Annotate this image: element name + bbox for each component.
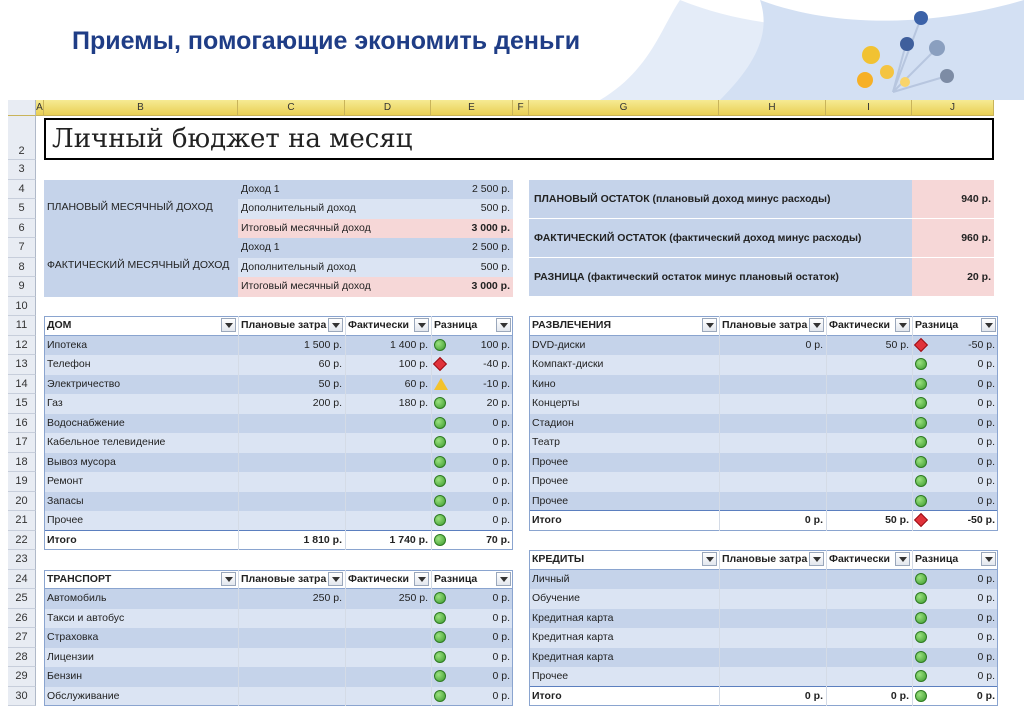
transport-cell-plan[interactable] — [238, 687, 345, 707]
fun-header-3[interactable]: Разница — [912, 316, 998, 336]
credits-cell-fact[interactable] — [826, 628, 912, 648]
fun-cell-diff[interactable]: 0 р. — [912, 375, 998, 395]
row-header-8[interactable]: 8 — [8, 258, 36, 278]
fun-cell-fact[interactable] — [826, 414, 912, 434]
home-cell-name[interactable]: Запасы — [44, 492, 238, 512]
row-header-15[interactable]: 15 — [8, 394, 36, 414]
row-header-13[interactable]: 13 — [8, 355, 36, 375]
balance-label[interactable]: ПЛАНОВЫЙ ОСТАТОК (плановый доход минус расходы) — [529, 180, 912, 218]
status-ok-icon — [434, 475, 446, 487]
fun-cell-plan[interactable] — [719, 394, 826, 414]
fun-cell-plan[interactable] — [719, 492, 826, 512]
credits-total-name[interactable]: Итого — [529, 687, 719, 707]
fun-total-plan[interactable]: 0 р. — [719, 511, 826, 531]
credits-filter-dropdown[interactable] — [981, 552, 996, 566]
home-cell-diff[interactable]: 0 р. — [431, 472, 513, 492]
status-ok-icon — [915, 651, 927, 663]
fun-cell-fact[interactable] — [826, 433, 912, 453]
column-header-h[interactable]: H — [719, 100, 826, 116]
home-cell-fact[interactable] — [345, 453, 431, 473]
actual-row-label[interactable]: Итоговый месячный доход — [238, 277, 431, 297]
balance-value[interactable]: 960 р. — [912, 219, 994, 257]
home-cell-name[interactable]: Телефон — [44, 355, 238, 375]
fun-filter-dropdown[interactable] — [895, 318, 910, 332]
home-filter-dropdown[interactable] — [496, 318, 511, 332]
sheet-title: Личный бюджет на месяц — [52, 124, 413, 154]
credits-cell-plan[interactable] — [719, 667, 826, 687]
fun-cell-plan[interactable] — [719, 433, 826, 453]
status-ok-icon — [434, 651, 446, 663]
fun-cell-name[interactable]: Концерты — [529, 394, 719, 414]
credits-grid-line — [719, 550, 720, 706]
home-cell-plan[interactable]: 1 500 р. — [238, 336, 345, 356]
home-cell-name[interactable]: Прочее — [44, 511, 238, 531]
row-header-10[interactable]: 10 — [8, 297, 36, 317]
fun-cell-diff[interactable]: -50 р. — [912, 336, 998, 356]
credits-cell-name[interactable]: Прочее — [529, 667, 719, 687]
credits-cell-diff[interactable]: 0 р. — [912, 648, 998, 668]
row-header-7[interactable]: 7 — [8, 238, 36, 258]
fun-grid-line — [912, 316, 913, 531]
home-header-3[interactable]: Разница — [431, 316, 513, 336]
fun-cell-name[interactable]: Прочее — [529, 492, 719, 512]
home-cell-plan[interactable]: 200 р. — [238, 394, 345, 414]
row-header-24[interactable]: 24 — [8, 570, 36, 590]
credits-cell-diff[interactable]: 0 р. — [912, 667, 998, 687]
fun-filter-dropdown[interactable] — [981, 318, 996, 332]
transport-cell-fact[interactable] — [345, 667, 431, 687]
fun-cell-name[interactable]: Стадион — [529, 414, 719, 434]
home-header-2[interactable]: Фактически — [345, 316, 431, 336]
home-cell-name[interactable]: Кабельное телевидение — [44, 433, 238, 453]
row-header-28[interactable]: 28 — [8, 648, 36, 668]
home-cell-plan[interactable] — [238, 453, 345, 473]
transport-cell-diff[interactable]: 0 р. — [431, 667, 513, 687]
credits-cell-name[interactable]: Личный — [529, 570, 719, 590]
home-total-fact[interactable]: 1 740 р. — [345, 531, 431, 551]
credits-header-3[interactable]: Разница — [912, 550, 998, 570]
transport-grid-line — [431, 570, 432, 707]
fun-cell-plan[interactable] — [719, 375, 826, 395]
home-cell-diff[interactable]: 20 р. — [431, 394, 513, 414]
row-header-3[interactable]: 3 — [8, 160, 36, 180]
row-header-20[interactable]: 20 — [8, 492, 36, 512]
fun-cell-fact[interactable]: 50 р. — [826, 336, 912, 356]
fun-cell-name[interactable]: Театр — [529, 433, 719, 453]
fun-cell-diff[interactable]: 0 р. — [912, 433, 998, 453]
actual-income-label: ФАКТИЧЕСКИЙ МЕСЯЧНЫЙ ДОХОД — [47, 259, 230, 271]
column-header-f[interactable]: F — [513, 100, 529, 116]
transport-cell-fact[interactable] — [345, 648, 431, 668]
row-header-27[interactable]: 27 — [8, 628, 36, 648]
home-total-plan[interactable]: 1 810 р. — [238, 531, 345, 551]
credits-header-1[interactable]: Плановые затра — [719, 550, 826, 570]
home-cell-fact[interactable] — [345, 492, 431, 512]
transport-cell-diff[interactable]: 0 р. — [431, 589, 513, 609]
credits-cell-fact[interactable] — [826, 609, 912, 629]
column-header-g[interactable]: G — [529, 100, 719, 116]
column-header-a[interactable]: A — [36, 100, 44, 116]
home-cell-fact[interactable] — [345, 414, 431, 434]
status-ok-icon — [915, 456, 927, 468]
transport-cell-diff[interactable]: 0 р. — [431, 648, 513, 668]
transport-cell-name[interactable]: Автомобиль — [44, 589, 238, 609]
status-ok-icon — [915, 475, 927, 487]
fun-cell-fact[interactable] — [826, 492, 912, 512]
status-ok-icon — [915, 670, 927, 682]
status-ok-icon — [434, 417, 446, 429]
actual-row-value[interactable]: 2 500 р. — [431, 238, 513, 258]
column-header-b[interactable]: B — [44, 100, 238, 116]
home-total-diff[interactable]: 70 р. — [431, 531, 513, 551]
transport-cell-plan[interactable]: 250 р. — [238, 589, 345, 609]
transport-cell-plan[interactable] — [238, 667, 345, 687]
status-ok-icon — [434, 690, 446, 702]
home-cell-fact[interactable]: 60 р. — [345, 375, 431, 395]
row-header-18[interactable]: 18 — [8, 453, 36, 473]
home-cell-plan[interactable] — [238, 414, 345, 434]
status-ok-icon — [434, 592, 446, 604]
fun-total-name[interactable]: Итого — [529, 511, 719, 531]
transport-cell-diff[interactable]: 0 р. — [431, 687, 513, 707]
fun-cell-diff[interactable]: 0 р. — [912, 472, 998, 492]
home-grid-line — [431, 316, 432, 550]
fun-cell-name[interactable]: Прочее — [529, 472, 719, 492]
planned-row-label[interactable]: Дополнительный доход — [238, 199, 431, 219]
fun-cell-plan[interactable] — [719, 472, 826, 492]
credits-cell-plan[interactable] — [719, 648, 826, 668]
credits-cell-plan[interactable] — [719, 628, 826, 648]
home-cell-fact[interactable]: 1 400 р. — [345, 336, 431, 356]
status-ok-icon — [915, 358, 927, 370]
credits-cell-plan[interactable] — [719, 609, 826, 629]
row-header-16[interactable]: 16 — [8, 414, 36, 434]
status-ok-icon — [915, 378, 927, 390]
credits-cell-diff[interactable]: 0 р. — [912, 628, 998, 648]
status-ok-icon — [915, 573, 927, 585]
balance-label[interactable]: ФАКТИЧЕСКИЙ ОСТАТОК (фактический доход минус расходы) — [529, 219, 912, 257]
fun-cell-fact[interactable] — [826, 472, 912, 492]
home-cell-name[interactable]: Ипотека — [44, 336, 238, 356]
fun-filter-dropdown[interactable] — [809, 318, 824, 332]
column-header-e[interactable]: E — [431, 100, 513, 116]
credits-cell-diff[interactable]: 0 р. — [912, 570, 998, 590]
transport-cell-plan[interactable] — [238, 628, 345, 648]
home-cell-plan[interactable]: 60 р. — [238, 355, 345, 375]
fun-cell-diff[interactable]: 0 р. — [912, 355, 998, 375]
planned-row-value[interactable]: 2 500 р. — [431, 180, 513, 200]
select-all-corner[interactable] — [8, 100, 36, 116]
home-cell-name[interactable]: Газ — [44, 394, 238, 414]
credits-grid-line — [826, 550, 827, 706]
home-header-1[interactable]: Плановые затра — [238, 316, 345, 336]
transport-cell-fact[interactable] — [345, 628, 431, 648]
credits-filter-dropdown[interactable] — [809, 552, 824, 566]
home-cell-name[interactable]: Ремонт — [44, 472, 238, 492]
fun-cell-fact[interactable] — [826, 355, 912, 375]
column-header-j[interactable]: J — [912, 100, 994, 116]
spreadsheet[interactable] — [8, 100, 994, 700]
transport-filter-dropdown[interactable] — [221, 572, 236, 586]
credits-grid-line — [912, 550, 913, 706]
status-ok-icon — [915, 397, 927, 409]
fun-cell-name[interactable]: Прочее — [529, 453, 719, 473]
status-ok-icon — [434, 631, 446, 643]
home-cell-diff[interactable]: 0 р. — [431, 433, 513, 453]
planned-row-label[interactable]: Итоговый месячный доход — [238, 219, 431, 239]
transport-cell-name[interactable]: Лицензии — [44, 648, 238, 668]
credits-cell-plan[interactable] — [719, 589, 826, 609]
column-header-c[interactable]: C — [238, 100, 345, 116]
fun-grid-line — [719, 316, 720, 531]
fun-cell-diff[interactable]: 0 р. — [912, 394, 998, 414]
home-cell-diff[interactable]: 0 р. — [431, 453, 513, 473]
credits-cell-name[interactable]: Кредитная карта — [529, 609, 719, 629]
status-ok-icon — [434, 534, 446, 546]
transport-cell-diff[interactable]: 0 р. — [431, 628, 513, 648]
actual-row-value[interactable]: 500 р. — [431, 258, 513, 278]
status-ok-icon — [915, 495, 927, 507]
home-cell-fact[interactable] — [345, 433, 431, 453]
fun-total-fact[interactable]: 50 р. — [826, 511, 912, 531]
row-header-17[interactable]: 17 — [8, 433, 36, 453]
row-header-19[interactable]: 19 — [8, 472, 36, 492]
status-ok-icon — [434, 397, 446, 409]
row-header-29[interactable]: 29 — [8, 667, 36, 687]
fun-cell-plan[interactable] — [719, 414, 826, 434]
home-cell-diff[interactable]: 0 р. — [431, 492, 513, 512]
home-cell-diff[interactable]: 0 р. — [431, 511, 513, 531]
row-header-6[interactable]: 6 — [8, 219, 36, 239]
credits-filter-dropdown[interactable] — [702, 552, 717, 566]
home-grid-line — [345, 316, 346, 550]
status-ok-icon — [915, 592, 927, 604]
transport-cell-name[interactable]: Страховка — [44, 628, 238, 648]
home-cell-plan[interactable] — [238, 433, 345, 453]
credits-cell-name[interactable]: Кредитная карта — [529, 628, 719, 648]
balance-label[interactable]: РАЗНИЦА (фактический остаток минус плановый остаток) — [529, 258, 912, 296]
fun-cell-name[interactable]: DVD-диски — [529, 336, 719, 356]
home-cell-diff[interactable]: 100 р. — [431, 336, 513, 356]
status-ok-icon — [915, 690, 927, 702]
fun-cell-plan[interactable] — [719, 355, 826, 375]
home-cell-fact[interactable] — [345, 472, 431, 492]
transport-filter-dropdown[interactable] — [496, 572, 511, 586]
row-header-9[interactable]: 9 — [8, 277, 36, 297]
fun-cell-name[interactable]: Компакт-диски — [529, 355, 719, 375]
credits-cell-fact[interactable] — [826, 648, 912, 668]
fun-cell-plan[interactable]: 0 р. — [719, 336, 826, 356]
home-cell-diff[interactable]: -40 р. — [431, 355, 513, 375]
home-cell-plan[interactable] — [238, 472, 345, 492]
credits-cell-diff[interactable]: 0 р. — [912, 589, 998, 609]
planned-row-value[interactable]: 500 р. — [431, 199, 513, 219]
transport-grid-line — [345, 570, 346, 707]
status-warning-icon — [434, 378, 448, 390]
status-ok-icon — [915, 612, 927, 624]
status-ok-icon — [434, 339, 446, 351]
row-header-14[interactable]: 14 — [8, 375, 36, 395]
home-cell-plan[interactable]: 50 р. — [238, 375, 345, 395]
row-header-30[interactable]: 30 — [8, 687, 36, 707]
credits-cell-name[interactable]: Кредитная карта — [529, 648, 719, 668]
row-header-22[interactable]: 22 — [8, 531, 36, 551]
fun-cell-fact[interactable] — [826, 394, 912, 414]
status-ok-icon — [434, 612, 446, 624]
transport-grid-line — [238, 570, 239, 707]
row-header-4[interactable]: 4 — [8, 180, 36, 200]
planned-row-label[interactable]: Доход 1 — [238, 180, 431, 200]
balance-value[interactable]: 20 р. — [912, 258, 994, 296]
status-ok-icon — [915, 436, 927, 448]
actual-row-value[interactable]: 3 000 р. — [431, 277, 513, 297]
home-header-0[interactable]: ДОМ — [44, 316, 238, 336]
home-cell-diff[interactable]: 0 р. — [431, 414, 513, 434]
home-cell-fact[interactable]: 180 р. — [345, 394, 431, 414]
home-cell-plan[interactable] — [238, 511, 345, 531]
row-header-26[interactable]: 26 — [8, 609, 36, 629]
fun-cell-fact[interactable] — [826, 375, 912, 395]
transport-cell-diff[interactable]: 0 р. — [431, 609, 513, 629]
fun-header-2[interactable]: Фактически — [826, 316, 912, 336]
transport-cell-fact[interactable]: 250 р. — [345, 589, 431, 609]
fun-cell-fact[interactable] — [826, 453, 912, 473]
credits-total-fact[interactable]: 0 р. — [826, 687, 912, 707]
decorative-logo — [845, 10, 965, 105]
status-ok-icon — [915, 631, 927, 643]
home-total-name[interactable]: Итого — [44, 531, 238, 551]
transport-cell-fact[interactable] — [345, 609, 431, 629]
transport-cell-name[interactable]: Обслуживание — [44, 687, 238, 707]
balance-value[interactable]: 940 р. — [912, 180, 994, 218]
transport-header-0[interactable]: ТРАНСПОРТ — [44, 570, 238, 590]
credits-cell-name[interactable]: Обучение — [529, 589, 719, 609]
home-grid-line — [238, 316, 239, 550]
transport-cell-plan[interactable] — [238, 648, 345, 668]
transport-header-1[interactable]: Плановые затра — [238, 570, 345, 590]
transport-cell-plan[interactable] — [238, 609, 345, 629]
home-cell-diff[interactable]: -10 р. — [431, 375, 513, 395]
transport-cell-fact[interactable] — [345, 687, 431, 707]
transport-cell-name[interactable]: Такси и автобус — [44, 609, 238, 629]
home-cell-fact[interactable] — [345, 511, 431, 531]
row-header-5[interactable]: 5 — [8, 199, 36, 219]
home-filter-dropdown[interactable] — [414, 318, 429, 332]
credits-total-diff[interactable]: 0 р. — [912, 687, 998, 707]
status-ok-icon — [434, 436, 446, 448]
status-ok-icon — [434, 495, 446, 507]
row-header-11[interactable]: 11 — [8, 316, 36, 336]
transport-header-3[interactable]: Разница — [431, 570, 513, 590]
fun-cell-diff[interactable]: 0 р. — [912, 453, 998, 473]
fun-total-diff[interactable]: -50 р. — [912, 511, 998, 531]
row-header-21[interactable]: 21 — [8, 511, 36, 531]
credits-cell-fact[interactable] — [826, 667, 912, 687]
home-cell-plan[interactable] — [238, 492, 345, 512]
transport-header-2[interactable]: Фактически — [345, 570, 431, 590]
fun-cell-name[interactable]: Кино — [529, 375, 719, 395]
fun-grid-line — [826, 316, 827, 531]
fun-cell-diff[interactable]: 0 р. — [912, 492, 998, 512]
row-header-2[interactable]: 2 — [8, 116, 36, 160]
planned-row-value[interactable]: 3 000 р. — [431, 219, 513, 239]
status-ok-icon — [434, 514, 446, 526]
row-header-12[interactable]: 12 — [8, 336, 36, 356]
credits-cell-plan[interactable] — [719, 570, 826, 590]
fun-header-1[interactable]: Плановые затра — [719, 316, 826, 336]
column-header-i[interactable]: I — [826, 100, 912, 116]
status-ok-icon — [434, 456, 446, 468]
row-header-25[interactable]: 25 — [8, 589, 36, 609]
home-cell-name[interactable]: Вывоз мусора — [44, 453, 238, 473]
home-cell-name[interactable]: Электричество — [44, 375, 238, 395]
status-ok-icon — [434, 670, 446, 682]
credits-cell-fact[interactable] — [826, 570, 912, 590]
credits-filter-dropdown[interactable] — [895, 552, 910, 566]
actual-row-label[interactable]: Доход 1 — [238, 238, 431, 258]
row-header-23[interactable]: 23 — [8, 550, 36, 570]
fun-cell-plan[interactable] — [719, 453, 826, 473]
credits-cell-diff[interactable]: 0 р. — [912, 609, 998, 629]
credits-header-0[interactable]: КРЕДИТЫ — [529, 550, 719, 570]
credits-total-plan[interactable]: 0 р. — [719, 687, 826, 707]
fun-filter-dropdown[interactable] — [702, 318, 717, 332]
actual-row-label[interactable]: Дополнительный доход — [238, 258, 431, 278]
slide-title: Приемы, помогающие экономить деньги — [72, 27, 581, 55]
transport-filter-dropdown[interactable] — [328, 572, 343, 586]
credits-header-2[interactable]: Фактически — [826, 550, 912, 570]
home-filter-dropdown[interactable] — [221, 318, 236, 332]
home-cell-name[interactable]: Водоснабжение — [44, 414, 238, 434]
transport-cell-name[interactable]: Бензин — [44, 667, 238, 687]
transport-filter-dropdown[interactable] — [414, 572, 429, 586]
sheet-title-cell[interactable] — [44, 118, 994, 160]
status-ok-icon — [915, 417, 927, 429]
home-cell-fact[interactable]: 100 р. — [345, 355, 431, 375]
home-filter-dropdown[interactable] — [328, 318, 343, 332]
planned-income-label: ПЛАНОВЫЙ МЕСЯЧНЫЙ ДОХОД — [47, 200, 213, 213]
column-header-d[interactable]: D — [345, 100, 431, 116]
credits-cell-fact[interactable] — [826, 589, 912, 609]
fun-header-0[interactable]: РАЗВЛЕЧЕНИЯ — [529, 316, 719, 336]
fun-cell-diff[interactable]: 0 р. — [912, 414, 998, 434]
